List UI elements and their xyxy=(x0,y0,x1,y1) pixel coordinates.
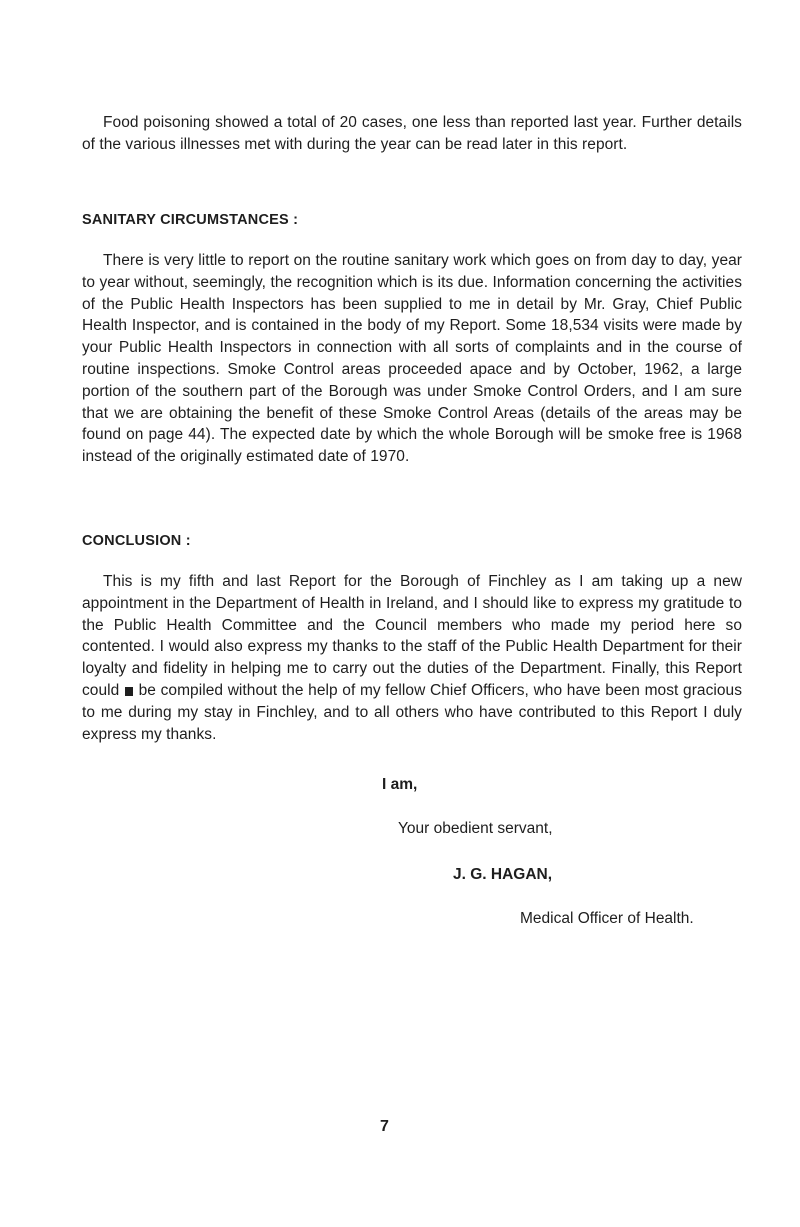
conclusion-text-start: This is my fifth and last Report for the Borough of Finchley as I am taking up a new appointment in the Department of Health in Ireland, and I should like to express my gratitude to the Public Health Committee and the Council members who made my period here so contented. I would also express my thanks to the staff of the Public Health Department for their loyalty and fidelity in helping me to carry out the duties of the Department. Finally, this Report could xyxy=(82,573,742,699)
sanitary-circumstances-paragraph: There is very little to report on the routine sanitary work which goes on from day to day, year to year without, seemingly, the recognition which is its due. Information concerning the activities of the Public Health Inspectors has been supplied to me in detail by Mr. Gray, Chief Public Health Inspector, and is contained in the body of my Report. Some 18,534 visits were made by your Public Health Inspectors in connection with all sorts of complaints and in the course of routine inspections. Smoke Control areas proceeded apace and by October, 1962, a large portion of the southern part of the Borough was under Smoke Control Orders, and I am sure that we are obtaining the benefit of these Smoke Control Areas (details of the areas may be found on page 44). The expected date by which the whole Borough will be smoke free is 1968 instead of the originally estimated date of 1970. xyxy=(82,252,742,466)
signature-salutation: I am, xyxy=(382,776,418,793)
signature-closing: Your obedient servant, xyxy=(398,820,553,837)
signature-name: J. G. HAGAN, xyxy=(453,866,553,883)
page-number: 7 xyxy=(380,1118,389,1135)
food-poisoning-paragraph: Food poisoning showed a total of 20 cases, one less than reported last year. Further details of the various illnesses met with during the year can be read later in this report. xyxy=(82,114,742,153)
signature-title: Medical Officer of Health. xyxy=(520,910,694,927)
conclusion-heading: CONCLUSION : xyxy=(82,533,191,549)
conclusion-text-end: be compiled without the help of my fellow Chief Officers, who have been most gracious to me during my stay in Finchley, and to all others who have contributed to this Report I duly express my thanks. xyxy=(82,681,743,743)
conclusion-paragraph xyxy=(82,571,742,745)
sanitary-circumstances-heading: SANITARY CIRCUMSTANCES : xyxy=(82,212,299,228)
struck-out-word-mark xyxy=(125,687,133,696)
